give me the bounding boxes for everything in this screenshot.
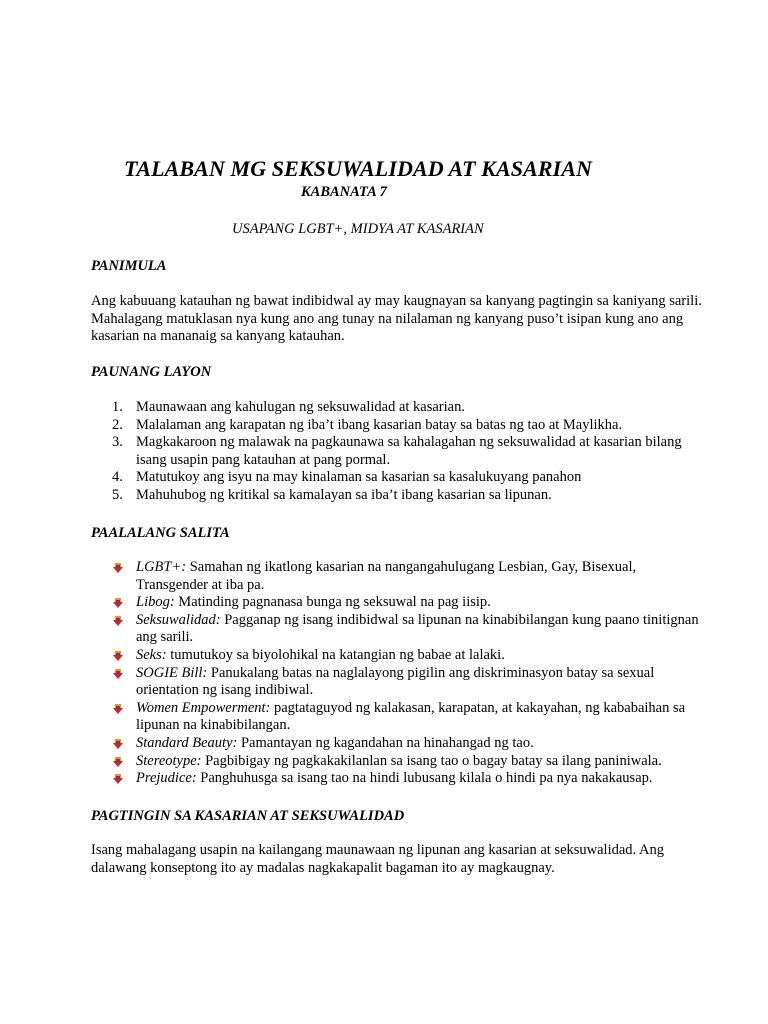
glossary-definition: Samahan ng ikatlong kasarian na nangangahulugang Lesbian, Gay, Bisexual, (186, 559, 637, 575)
objective-number: 4. (112, 469, 123, 486)
paragraph-line: Isang mahalagang usapin na kailangang maunawaan ng lipunan ang kasarian at seksuwalidad. Ang (91, 842, 664, 858)
heading-pagtingin: PAGTINGIN SA KASARIAN AT SEKSUWALIDAD (91, 808, 405, 824)
objective-number: 1. (112, 399, 123, 415)
glossary-item (91, 594, 699, 612)
objective-number: 5. (112, 486, 123, 503)
arrow-bullet-icon (113, 651, 123, 661)
glossary-definition: Pagbibigay ng pagkakakilanlan sa isang tao o bagay batay sa ilang paniniwala. (201, 752, 662, 769)
objective-number: 2. (112, 416, 123, 433)
objective-text: Maunawaan ang kahulugan ng seksuwalidad at kasarian. (136, 399, 465, 415)
glossary-item (91, 735, 699, 753)
objective-text-continued: isang usapin pang katauhan at pang pormal. (136, 451, 391, 468)
objective-text: Malalaman ang karapatan ng iba’t ibang kasarian batay sa batas ng tao at Maylikha. (136, 416, 623, 433)
glossary-definition-continued: lipunan na kinabibilangan. (136, 717, 291, 734)
glossary-definition-continued: orientation ng isang indibiwal. (136, 682, 314, 699)
glossary-term: Standard Beauty: (136, 734, 238, 751)
document-title: TALABAN MG SEKSUWALIDAD AT KASARIAN (124, 156, 593, 181)
objective-text: Magkakaroon ng malawak na pagkaunawa sa kahalagahan ng seksuwalidad at kasarian bilang (136, 434, 682, 451)
arrow-bullet-icon (113, 669, 123, 679)
objective-item (91, 434, 682, 469)
arrow-bullet-icon (113, 616, 123, 626)
paragraph-panimula (91, 293, 702, 346)
glossary-definition: Pagganap ng isang indibidwal sa lipunan na kinabibilangan kung paano tinitignan (220, 611, 699, 628)
glossary-definition: Matinding pagnanasa bunga ng seksuwal na pag iisip. (174, 594, 491, 611)
arrow-bullet-icon (113, 704, 123, 714)
glossary-item (91, 753, 699, 771)
glossary-item (91, 612, 699, 647)
document-subtitle: USAPANG LGBT+, MIDYA AT KASARIAN (232, 221, 484, 237)
glossary-definition: pagtataguyod ng kalakasan, karapatan, at kakayahan, ng kababaihan sa (270, 699, 686, 716)
objective-number: 3. (112, 434, 123, 451)
heading-paalalang-salita: PAALALANG SALITA (91, 525, 230, 541)
glossary-term: Seksuwalidad: (136, 611, 221, 628)
glossary-item (91, 665, 699, 700)
objective-text: Mahuhubog ng kritikal sa kamalayan sa iba’t ibang kasarian sa lipunan. (136, 486, 552, 503)
glossary-term: Women Empowerment: (136, 699, 271, 716)
paragraph-pagtingin (91, 842, 691, 877)
chapter-label: KABANATA 7 (301, 184, 387, 200)
glossary-item (91, 647, 699, 665)
glossary-item (91, 700, 699, 735)
glossary-definition: tumutukoy sa biyolohikal na katangian ng babae at lalaki. (166, 646, 505, 663)
glossary-definition: Panghuhusga sa isang tao na hindi lubusang kilala o hindi pa nya nakakausap. (196, 770, 653, 787)
glossary-item (91, 559, 699, 594)
glossary-definition: Pamantayan ng kagandahan na hinahangad ng tao. (237, 734, 534, 751)
glossary-term: Stereotype: (136, 752, 202, 769)
glossary-term: Libog: (136, 594, 175, 611)
glossary-definition: Panukalang batas na naglalayong pigilin ang diskriminasyon batay sa sexual (207, 664, 655, 681)
glossary-definition-continued: Transgender at iba pa. (136, 576, 265, 593)
glossary-definition-continued: ang sarili. (136, 629, 194, 646)
objective-item (91, 399, 682, 417)
objective-item (91, 469, 682, 487)
paragraph-line: Mahalagang matuklasan nya kung ano ang tunay na nilalaman ng kanyang puso’t isipan kung ano ang (91, 310, 684, 327)
arrow-bullet-icon (113, 739, 123, 749)
glossary-item (91, 770, 699, 788)
arrow-bullet-icon (113, 774, 123, 784)
glossary-term: Prejudice: (136, 770, 197, 787)
arrow-bullet-icon (113, 757, 123, 767)
heading-panimula: PANIMULA (91, 258, 167, 274)
paragraph-line: kasarian na mananaig sa kanyang katauhan. (91, 328, 345, 345)
objective-item (91, 417, 682, 435)
glossary-term: Seks: (136, 646, 167, 663)
heading-paunang-layon: PAUNANG LAYON (91, 364, 212, 380)
objectives-list (91, 399, 682, 505)
glossary-term: SOGIE Bill: (136, 664, 208, 681)
paragraph-line: Ang kabuuang katauhan ng bawat indibidwal ay may kaugnayan sa kanyang pagtingin sa kaniyang sarili. (91, 293, 702, 309)
glossary-term: LGBT+: (136, 559, 187, 575)
arrow-bullet-icon (113, 563, 123, 573)
glossary-list (91, 559, 699, 788)
objective-item (91, 487, 682, 505)
arrow-bullet-icon (113, 598, 123, 608)
paragraph-line: dalawang konseptong ito ay madalas nagkakapalit bagaman ito ay magkaugnay. (91, 859, 555, 876)
objective-text: Matutukoy ang isyu na may kinalaman sa kasarian sa kasalukuyang panahon (136, 469, 582, 486)
